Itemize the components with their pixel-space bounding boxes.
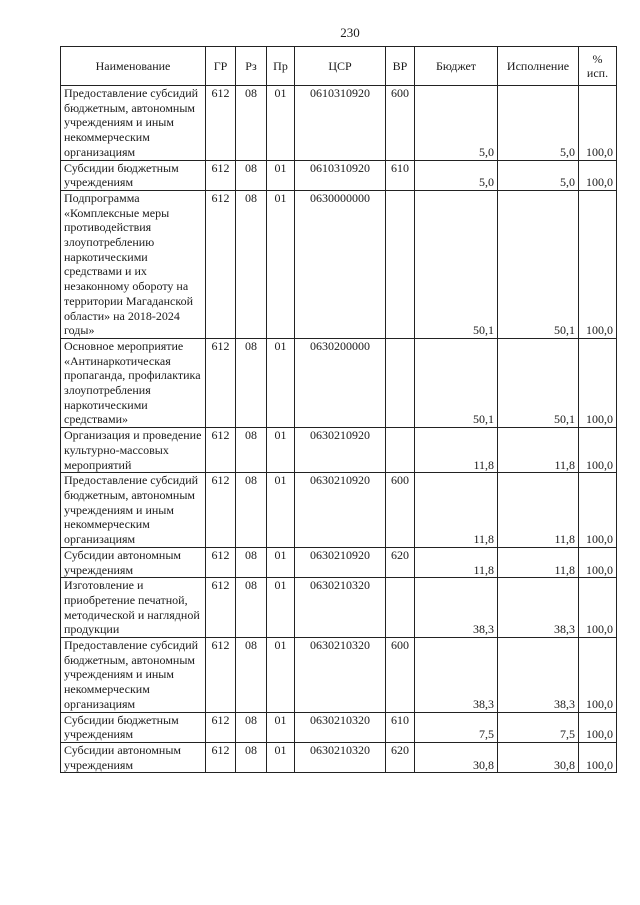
table-row (61, 190, 617, 338)
cell-budget: 50,1 (415, 190, 498, 338)
cell-name: Основное мероприятие «Антинаркотическая пропаганда, профилактика злоупотребления наркотическими средствами» (61, 338, 206, 427)
cell-rz: 08 (236, 638, 267, 713)
cell-vr (386, 338, 415, 427)
cell-name: Предоставление субсидий бюджетным, автономным учреждениям и иным некоммерческим организациям (61, 86, 206, 161)
cell-vr: 620 (386, 547, 415, 577)
cell-execution: 50,1 (498, 338, 579, 427)
cell-execution: 11,8 (498, 428, 579, 473)
cell-rz: 08 (236, 428, 267, 473)
cell-pr: 01 (267, 547, 295, 577)
cell-csr: 0630210320 (295, 742, 386, 772)
cell-csr: 0630210320 (295, 712, 386, 742)
cell-percent: 100,0 (579, 338, 617, 427)
cell-gr: 612 (206, 742, 236, 772)
cell-budget: 38,3 (415, 578, 498, 638)
table-row (61, 742, 617, 772)
cell-rz: 08 (236, 547, 267, 577)
cell-name: Субсидии бюджетным учреждениям (61, 160, 206, 190)
cell-name: Организация и проведение культурно-массовых мероприятий (61, 428, 206, 473)
header-pr: Пр (267, 47, 295, 86)
header-name: Наименование (61, 47, 206, 86)
cell-percent: 100,0 (579, 160, 617, 190)
budget-execution-table (60, 46, 617, 773)
header-percent-symbol: % (592, 52, 603, 66)
cell-rz: 08 (236, 473, 267, 548)
cell-rz: 08 (236, 160, 267, 190)
cell-percent: 100,0 (579, 578, 617, 638)
cell-budget: 11,8 (415, 547, 498, 577)
header-percent (579, 47, 617, 86)
cell-name: Предоставление субсидий бюджетным, автономным учреждениям и иным некоммерческим организациям (61, 638, 206, 713)
cell-percent: 100,0 (579, 742, 617, 772)
cell-csr: 0610310920 (295, 86, 386, 161)
cell-name: Субсидии бюджетным учреждениям (61, 712, 206, 742)
cell-percent: 100,0 (579, 547, 617, 577)
cell-rz: 08 (236, 338, 267, 427)
cell-gr: 612 (206, 190, 236, 338)
cell-gr: 612 (206, 578, 236, 638)
cell-gr: 612 (206, 638, 236, 713)
cell-execution: 5,0 (498, 160, 579, 190)
cell-csr: 0630210320 (295, 638, 386, 713)
cell-budget: 7,5 (415, 712, 498, 742)
cell-percent: 100,0 (579, 190, 617, 338)
cell-percent: 100,0 (579, 428, 617, 473)
cell-name: Предоставление субсидий бюджетным, автономным учреждениям и иным некоммерческим организациям (61, 473, 206, 548)
cell-csr: 0610310920 (295, 160, 386, 190)
cell-vr: 600 (386, 473, 415, 548)
cell-budget: 11,8 (415, 473, 498, 548)
cell-percent: 100,0 (579, 638, 617, 713)
cell-budget: 11,8 (415, 428, 498, 473)
cell-rz: 08 (236, 86, 267, 161)
cell-vr (386, 428, 415, 473)
cell-budget: 5,0 (415, 160, 498, 190)
cell-pr: 01 (267, 338, 295, 427)
cell-csr: 0630000000 (295, 190, 386, 338)
cell-vr: 610 (386, 712, 415, 742)
table-row (61, 547, 617, 577)
page-number: 230 (340, 25, 360, 40)
cell-execution: 11,8 (498, 473, 579, 548)
cell-pr: 01 (267, 190, 295, 338)
cell-rz: 08 (236, 578, 267, 638)
cell-vr: 620 (386, 742, 415, 772)
table-row (61, 578, 617, 638)
cell-pr: 01 (267, 578, 295, 638)
cell-vr: 600 (386, 86, 415, 161)
cell-name: Субсидии автономным учреждениям (61, 547, 206, 577)
header-percent-label: исп. (586, 66, 609, 80)
cell-execution: 7,5 (498, 712, 579, 742)
header-budget: Бюджет (415, 47, 498, 86)
header-csr: ЦСР (295, 47, 386, 86)
cell-execution: 5,0 (498, 86, 579, 161)
cell-percent: 100,0 (579, 473, 617, 548)
cell-budget: 30,8 (415, 742, 498, 772)
cell-pr: 01 (267, 160, 295, 190)
cell-vr: 610 (386, 160, 415, 190)
cell-rz: 08 (236, 742, 267, 772)
cell-csr: 0630200000 (295, 338, 386, 427)
table-row (61, 712, 617, 742)
cell-pr: 01 (267, 428, 295, 473)
cell-name: Изготовление и приобретение печатной, методической и наглядной продукции (61, 578, 206, 638)
cell-execution: 38,3 (498, 638, 579, 713)
cell-vr: 600 (386, 638, 415, 713)
cell-vr (386, 578, 415, 638)
cell-name: Субсидии автономным учреждениям (61, 742, 206, 772)
cell-csr: 0630210920 (295, 473, 386, 548)
cell-pr: 01 (267, 86, 295, 161)
cell-execution: 11,8 (498, 547, 579, 577)
cell-pr: 01 (267, 638, 295, 713)
cell-budget: 38,3 (415, 638, 498, 713)
table-row (61, 638, 617, 713)
cell-rz: 08 (236, 190, 267, 338)
cell-gr: 612 (206, 473, 236, 548)
cell-gr: 612 (206, 547, 236, 577)
cell-budget: 5,0 (415, 86, 498, 161)
table-row (61, 473, 617, 548)
cell-pr: 01 (267, 473, 295, 548)
cell-pr: 01 (267, 712, 295, 742)
cell-execution: 30,8 (498, 742, 579, 772)
cell-gr: 612 (206, 86, 236, 161)
header-rz: Рз (236, 47, 267, 86)
table-header-row (61, 47, 617, 86)
cell-gr: 612 (206, 428, 236, 473)
cell-execution: 50,1 (498, 190, 579, 338)
table-row (61, 160, 617, 190)
cell-name: Подпрограмма «Комплексные меры противодействия злоупотреблению наркотическими средствами и их незаконному обороту на территории Магаданской области» на 2018-2024 годы» (61, 190, 206, 338)
table-row (61, 338, 617, 427)
table-row (61, 86, 617, 161)
cell-percent: 100,0 (579, 86, 617, 161)
cell-vr (386, 190, 415, 338)
cell-csr: 0630210920 (295, 428, 386, 473)
table-row (61, 428, 617, 473)
cell-execution: 38,3 (498, 578, 579, 638)
cell-percent: 100,0 (579, 712, 617, 742)
cell-pr: 01 (267, 742, 295, 772)
cell-budget: 50,1 (415, 338, 498, 427)
header-vr: ВР (386, 47, 415, 86)
cell-gr: 612 (206, 160, 236, 190)
header-gr: ГР (206, 47, 236, 86)
cell-gr: 612 (206, 338, 236, 427)
cell-csr: 0630210320 (295, 578, 386, 638)
cell-gr: 612 (206, 712, 236, 742)
cell-rz: 08 (236, 712, 267, 742)
cell-csr: 0630210920 (295, 547, 386, 577)
header-execution: Исполнение (498, 47, 579, 86)
